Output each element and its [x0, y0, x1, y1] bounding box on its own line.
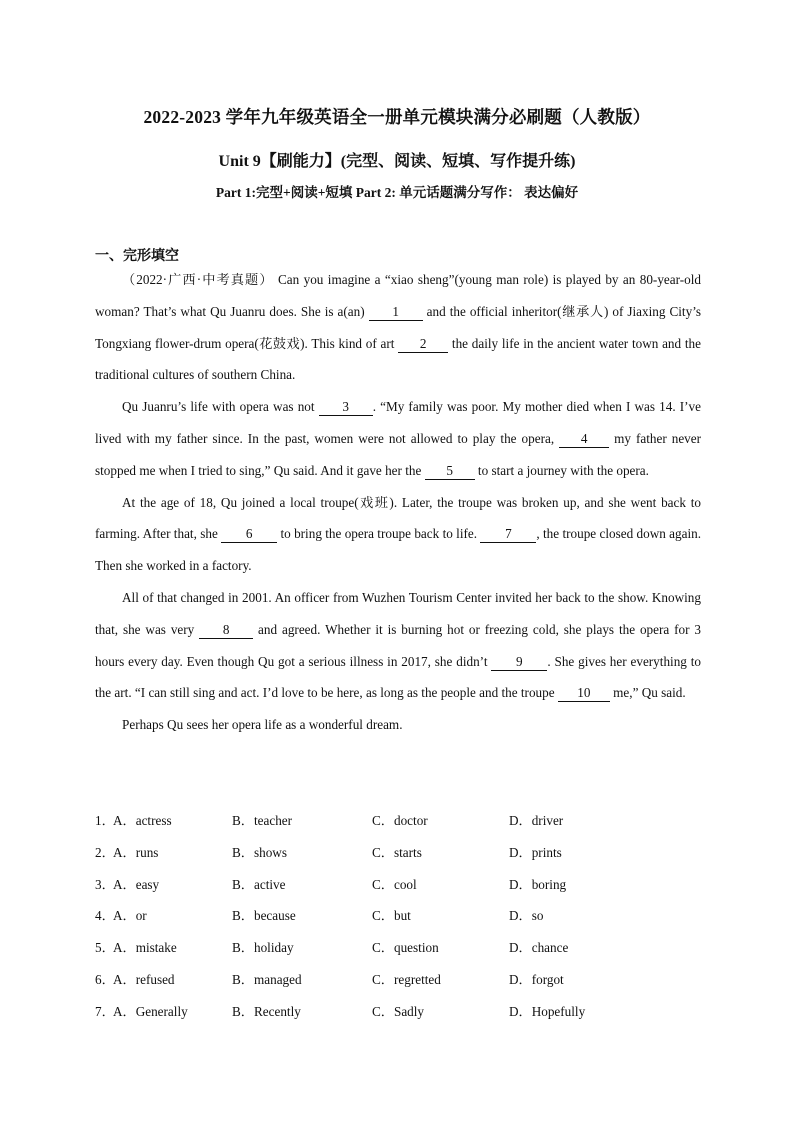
question-number: 1．	[95, 813, 115, 828]
paragraph-2	[95, 391, 701, 486]
paragraph-5	[95, 709, 701, 741]
option-d[interactable]: D．Hopefully	[509, 1003, 586, 1019]
option-a[interactable]: A．Generally	[113, 1003, 188, 1019]
paragraph-text: Qu Juanru’s life with opera was not	[122, 399, 319, 415]
document-title: 2022-2023 学年九年级英语全一册单元模块满分必刷题（人教版）	[143, 107, 651, 127]
paragraph-text: my father never stopped me when I tried to sing,” Qu said. And it gave her the	[95, 430, 702, 478]
parts-line: Part 1:完型+阅读+短填 Part 2: 单元话题满分写作： 表达偏好	[215, 185, 579, 200]
option-c[interactable]: C．doctor	[372, 813, 428, 828]
paragraph-4	[95, 582, 701, 709]
option-a[interactable]: A．runs	[113, 844, 159, 860]
option-d[interactable]: D．driver	[509, 813, 564, 828]
blank-6: 6	[221, 526, 277, 543]
question-number: 6．	[95, 971, 115, 987]
paragraph-text: and the official inheritor(继承人) of Jiaxing City’s Tongxiang flower-drum opera(花鼓戏). This kind of art	[95, 303, 701, 351]
option-d[interactable]: D．so	[509, 908, 544, 924]
blank-5: 5	[425, 463, 475, 480]
document-subtitle: Unit 9【刷能力】(完型、阅读、短填、写作提升练)	[218, 153, 576, 170]
question-number: 7．	[95, 1003, 115, 1019]
paragraph-text: Perhaps Qu sees her opera life as a wonderful dream.	[122, 717, 403, 733]
paragraph-1	[95, 264, 701, 391]
blank-8: 8	[199, 622, 253, 639]
option-c[interactable]: C．question	[372, 940, 439, 956]
paragraph-text: me,” Qu said.	[609, 685, 686, 701]
option-c[interactable]: C．cool	[372, 876, 417, 892]
option-a[interactable]: A．actress	[113, 813, 172, 828]
question-number: 3．	[95, 876, 115, 892]
option-b[interactable]: B．holiday	[232, 940, 294, 956]
option-b[interactable]: B．teacher	[232, 813, 293, 828]
paragraph-text: to bring the opera troupe back to life.	[277, 526, 481, 542]
blank-9: 9	[491, 654, 547, 671]
question-number: 2．	[95, 844, 115, 860]
question-number: 4．	[95, 908, 115, 924]
option-b[interactable]: B．active	[232, 876, 286, 892]
question-row	[95, 805, 701, 837]
option-c[interactable]: C．regretted	[372, 971, 441, 987]
option-d[interactable]: D．prints	[509, 844, 562, 860]
option-b[interactable]: B．shows	[232, 844, 287, 860]
question-row	[95, 964, 701, 996]
paragraph-text: , the troupe closed down again. Then she worked in a factory.	[95, 526, 702, 574]
option-c[interactable]: C．Sadly	[372, 1003, 425, 1019]
option-a[interactable]: A．easy	[113, 876, 160, 892]
question-row	[95, 932, 701, 964]
option-b[interactable]: B．managed	[232, 971, 302, 987]
paragraph-3	[95, 487, 701, 582]
option-b[interactable]: B．Recently	[232, 1003, 301, 1019]
paragraph-text: the daily life in the ancient water town and the traditional cultures of southern China.	[95, 335, 701, 383]
question-row	[95, 869, 701, 901]
option-a[interactable]: A．or	[113, 908, 147, 924]
option-a[interactable]: A．refused	[113, 971, 175, 987]
paragraph-text: （2022·广西·中考真题） Can you imagine a “xiao sheng”(young man role) is played by an 80-year-old woman? That’s what Qu Juanru does. She is a(an)	[95, 272, 701, 319]
blank-10: 10	[558, 685, 610, 702]
paragraph-text: All of that changed in 2001. An officer from Wuzhen Tourism Center invited her back to the show. Knowing that, she was very	[95, 589, 701, 637]
option-d[interactable]: D．boring	[509, 876, 567, 892]
option-c[interactable]: C．but	[372, 908, 411, 924]
option-a[interactable]: A．mistake	[113, 940, 177, 956]
paragraph-text: . She gives her everything to the art. “I can still sing and act. I’d love to be here, as long as the people and the troupe	[95, 653, 701, 701]
option-b[interactable]: B．because	[232, 908, 296, 924]
answer-options	[95, 805, 701, 1028]
blank-1: 1	[369, 304, 423, 321]
section-heading: 一、完形填空	[95, 249, 179, 264]
paragraph-text: At the age of 18, Qu joined a local troupe(戏班). Later, the troupe was broken up, and she went back to farming. After that, she	[95, 494, 701, 542]
paragraph-text: to start a journey with the opera.	[474, 462, 649, 478]
paragraph-text: . “My family was poor. My mother died when I was 14. I’ve lived with my father since. In the past, women were not allowed to play the opera,	[95, 399, 702, 446]
blank-2: 2	[398, 336, 448, 353]
blank-4: 4	[559, 431, 609, 448]
question-row	[95, 996, 701, 1028]
option-d[interactable]: D．chance	[509, 940, 569, 956]
option-d[interactable]: D．forgot	[509, 971, 564, 987]
cloze-passage	[95, 264, 701, 741]
blank-7: 7	[480, 526, 536, 543]
option-c[interactable]: C．starts	[372, 844, 422, 860]
paragraph-text: and agreed. Whether it is burning hot or freezing cold, she plays the opera for 3 hours every day. Even though Qu got a serious illness in 2017, she didn’t	[95, 621, 701, 669]
question-number: 5．	[95, 940, 115, 956]
blank-3: 3	[319, 399, 373, 416]
question-row	[95, 900, 701, 932]
question-row	[95, 837, 701, 869]
